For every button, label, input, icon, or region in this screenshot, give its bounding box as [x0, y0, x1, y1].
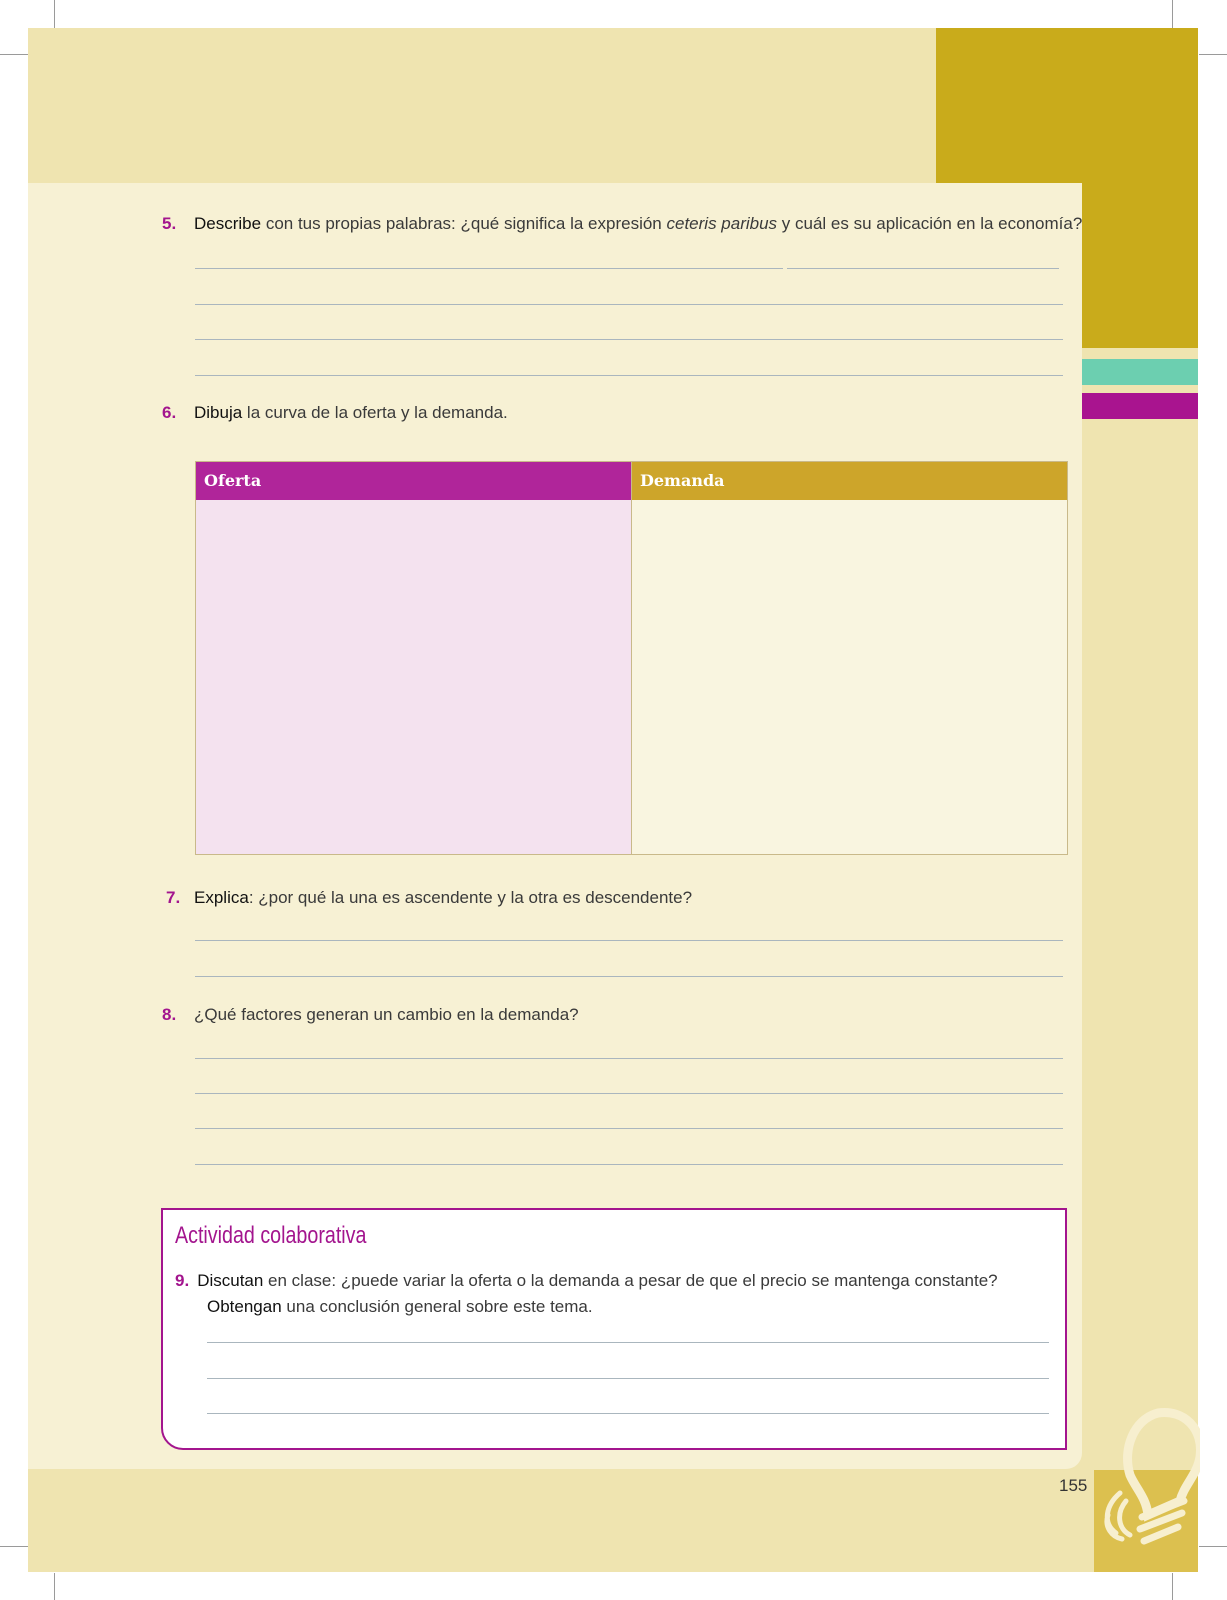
oferta-header: Oferta	[196, 462, 631, 500]
answer-line[interactable]	[195, 1093, 1063, 1094]
answer-line[interactable]	[195, 268, 783, 269]
answer-line[interactable]	[195, 375, 1063, 376]
question-number: 8.	[162, 1005, 177, 1024]
question-text: y cuál es su aplicación en la economía?	[777, 214, 1083, 233]
question-verb: Dibuja	[194, 403, 243, 422]
lightbulb-icon	[1096, 1405, 1200, 1555]
answer-line[interactable]	[207, 1378, 1049, 1379]
decorative-teal-strip	[1080, 359, 1198, 385]
answer-line[interactable]	[195, 1058, 1063, 1059]
collaborative-activity-box	[161, 1208, 1067, 1450]
demanda-header: Demanda	[632, 462, 1067, 500]
question-number: 5.	[162, 214, 177, 233]
question-verb: Describe	[194, 214, 262, 233]
question-verb: Discutan	[197, 1271, 264, 1290]
question-text: : ¿por qué la una es ascendente y la otra es descendente?	[248, 888, 693, 907]
question-text: una conclusión general sobre este tema.	[281, 1297, 593, 1316]
answer-line[interactable]	[195, 339, 1063, 340]
collaborative-title: Actividad colaborativa	[175, 1222, 367, 1249]
crop-mark	[0, 1546, 28, 1547]
question-verb: Explica	[194, 888, 249, 907]
question-7	[166, 888, 692, 908]
question-text: la curva de la oferta y la demanda.	[242, 403, 508, 422]
answer-line[interactable]	[195, 1164, 1063, 1165]
question-5	[162, 214, 1082, 234]
crop-mark	[54, 1573, 55, 1600]
question-9	[175, 1268, 1055, 1320]
question-9-line-2	[175, 1294, 1055, 1320]
crop-mark	[0, 54, 28, 55]
question-8	[162, 1005, 579, 1025]
question-verb: Obtengan	[207, 1297, 282, 1316]
question-text: ¿Qué factores generan un cambio en la demanda?	[194, 1005, 579, 1024]
answer-line[interactable]	[195, 940, 1063, 941]
demanda-drawing-area[interactable]	[632, 462, 1067, 854]
answer-line[interactable]	[195, 1128, 1063, 1129]
drawing-table	[195, 461, 1068, 855]
crop-mark	[1199, 1546, 1227, 1547]
question-6	[162, 403, 508, 423]
question-number: 7.	[166, 888, 181, 907]
question-number: 6.	[162, 403, 177, 422]
crop-mark	[1172, 1573, 1173, 1600]
crop-mark	[54, 0, 55, 28]
question-text: en clase: ¿puede variar la oferta o la demanda a pesar de que el precio se mantenga constante?	[263, 1271, 998, 1290]
question-italic-term: ceteris paribus	[666, 214, 778, 233]
answer-line[interactable]	[207, 1413, 1049, 1414]
question-number: 9.	[175, 1271, 190, 1290]
oferta-drawing-area[interactable]	[196, 462, 632, 854]
decorative-magenta-strip	[1080, 393, 1198, 419]
answer-line[interactable]	[787, 268, 1059, 269]
answer-line[interactable]	[207, 1342, 1049, 1343]
answer-line[interactable]	[195, 304, 1063, 305]
page-number: 155	[1059, 1476, 1088, 1495]
crop-mark	[1199, 54, 1227, 55]
question-text: con tus propias palabras: ¿qué significa la expresión	[261, 214, 667, 233]
answer-line[interactable]	[195, 976, 1063, 977]
crop-mark	[1172, 0, 1173, 28]
